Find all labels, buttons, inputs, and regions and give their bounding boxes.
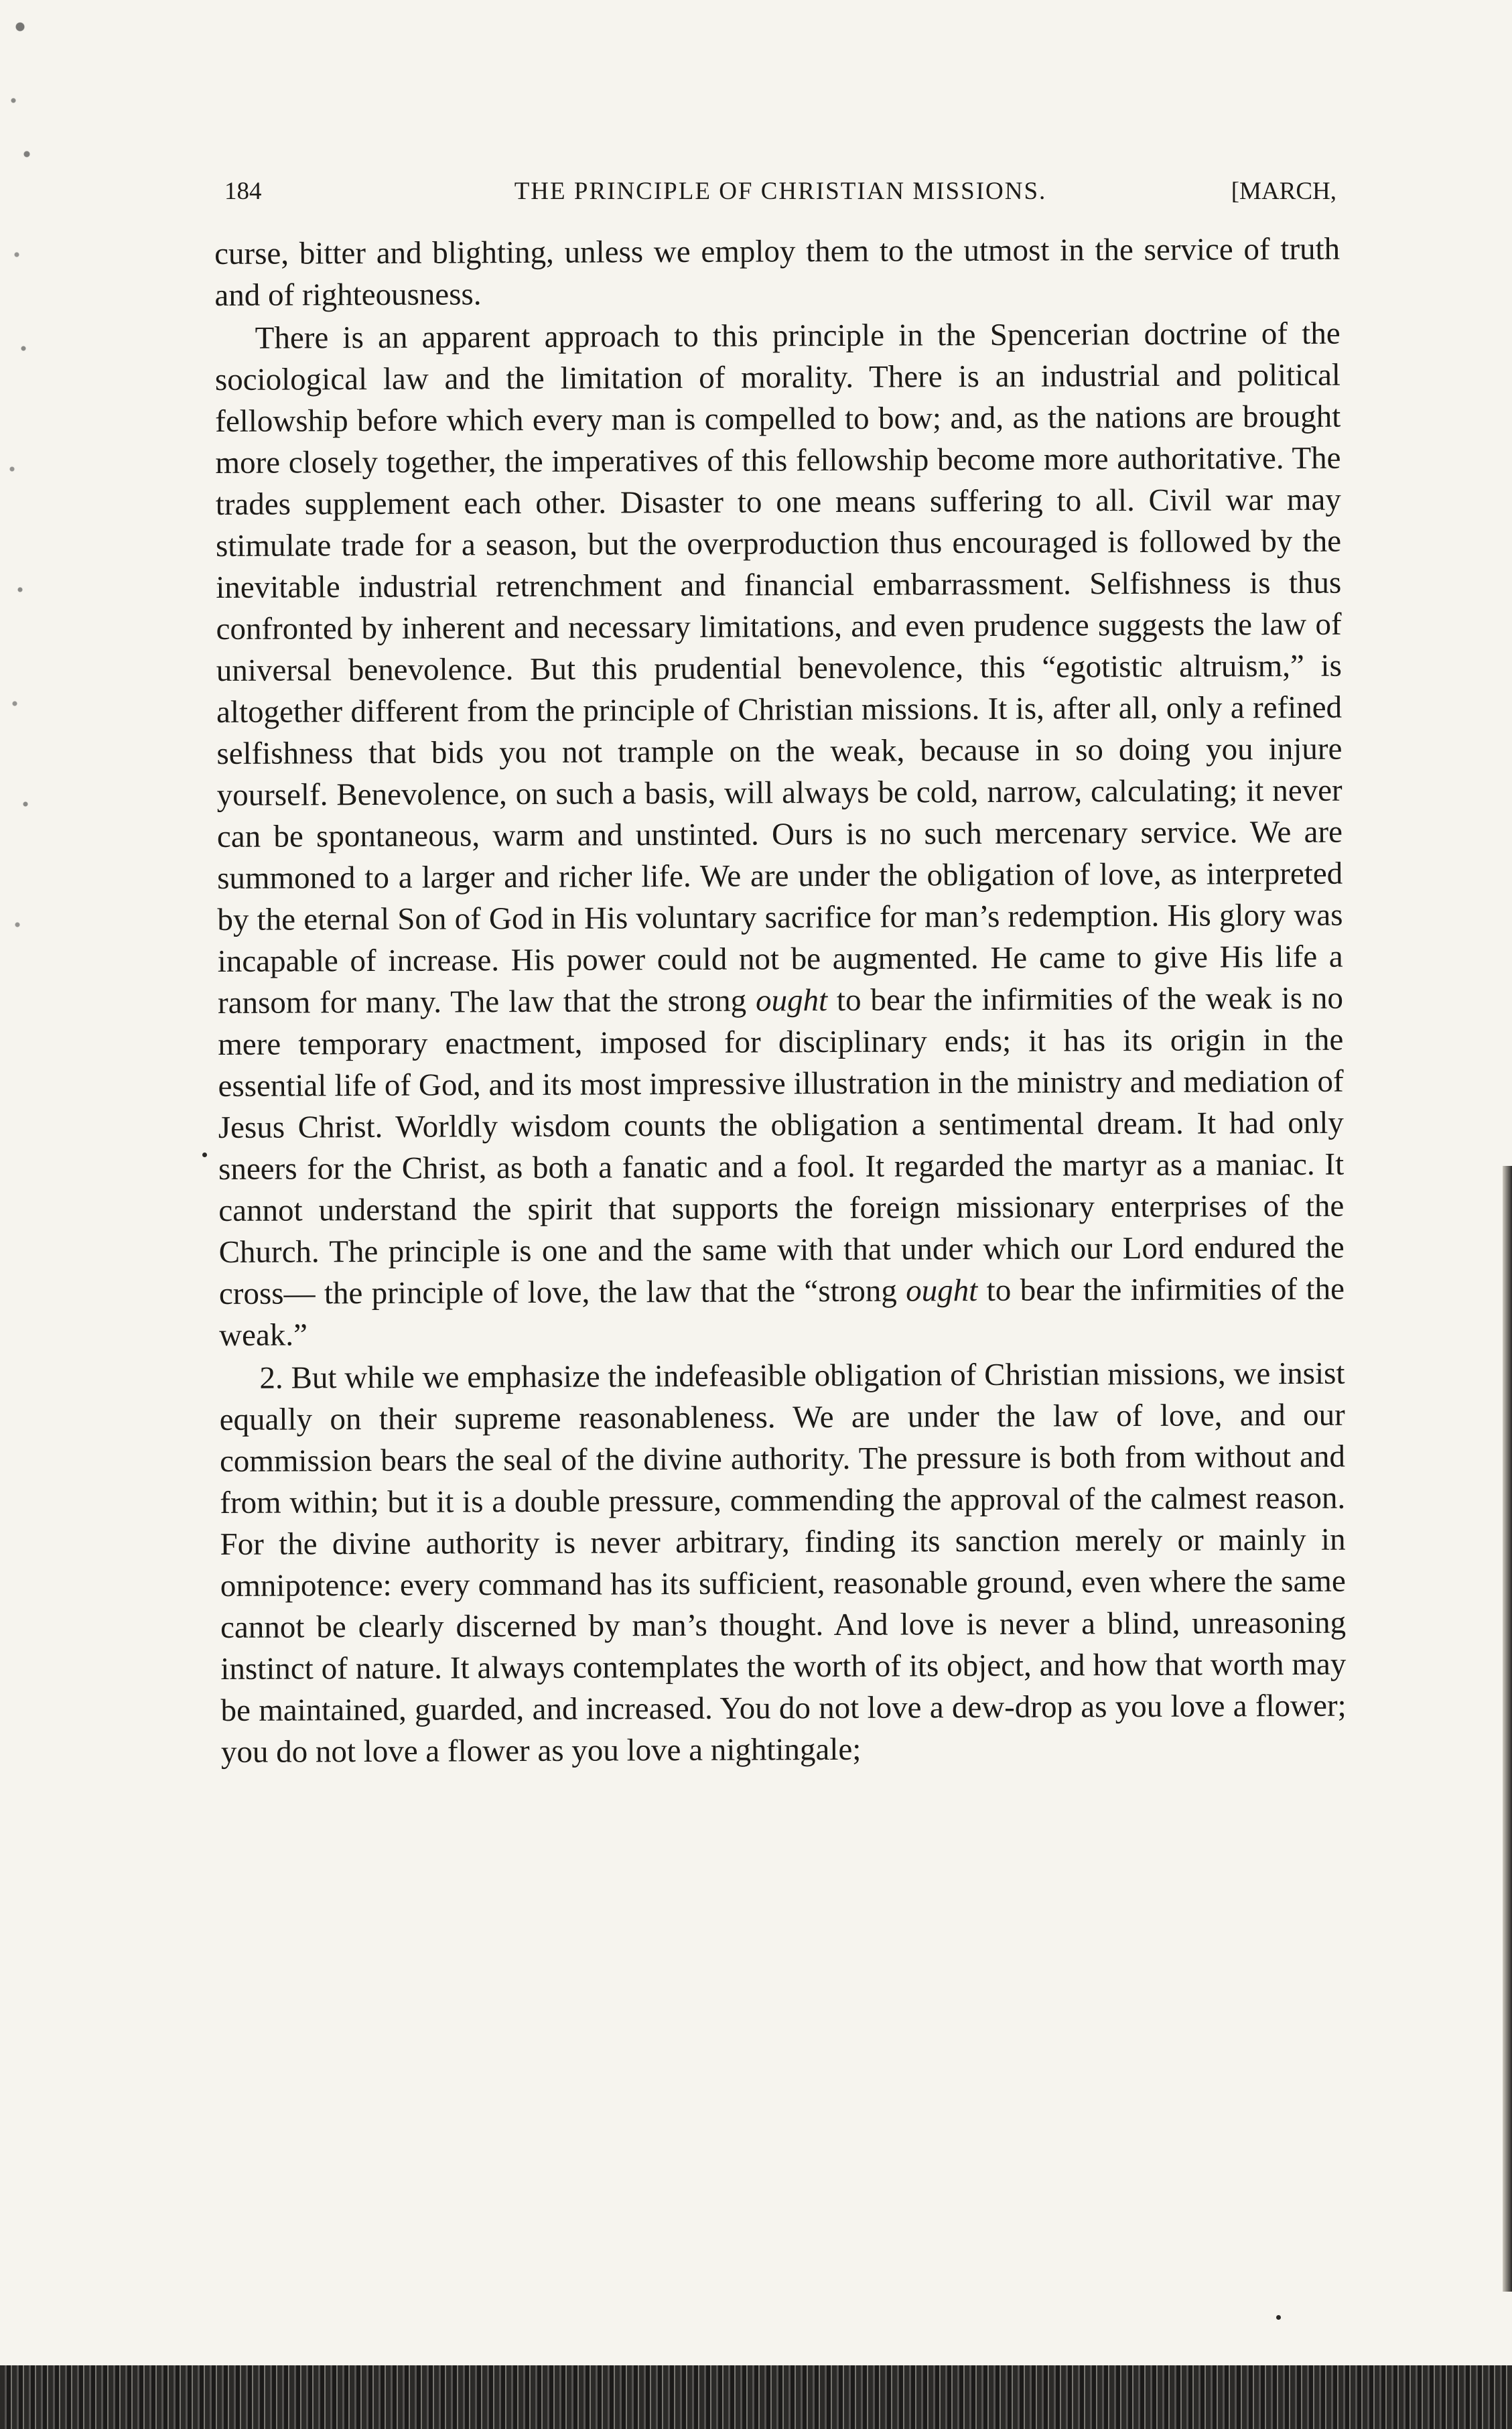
paragraph <box>219 1353 1347 1773</box>
scan-right-edge-shadow <box>1503 1166 1512 2292</box>
running-head <box>224 172 1336 212</box>
text-run: There is an apparent approach to this principle in the Spencerian doctrine of the sociological law and the limitation of morality. There is an industrial and political fellowship before which every man is compelled to bow; and, as the nations are brought more closely together, the imperatives of this fellowship become more authoritative. The trades supplement each other. Disaster to one means suffering to all. Civil war may stimulate trade for a season, but the overproduction thus encouraged is followed by the inevitable industrial retrenchment and financial embarrassment. Selfishness is thus confronted by inherent and necessary limitations, and even prudence suggests the law of universal benevolence. But this prudential benevolence, this “egotistic altruism,” is altogether different from the principle of Christian missions. It is, after all, only a refined selfishness that bids you not trample on the weak, because in so doing you injure yourself. Benevolence, on such a basis, will always be cold, narrow, calculating; it never can be spontaneous, warm and unstinted. Ours is no such mercenary service. We are summoned to a larger and richer life. We are under the obligation of love, as interpreted by the eternal Son of God in His voluntary sacrifice for man’s redemption. His glory was incapable of increase. His power could not be augmented. He came to give His life a ransom for many. The law that the strong <box>214 316 1343 1021</box>
paragraph <box>214 228 1341 316</box>
italic-emphasis: ought <box>906 1273 978 1309</box>
running-month: [MARCH, <box>1231 178 1336 205</box>
ink-speck <box>202 1153 207 1157</box>
text-run: curse, bitter and blighting, unless we employ them to the utmost in the service of truth and of righteousness. <box>214 231 1341 313</box>
scan-edge-artifacts <box>0 0 60 1072</box>
text-run: to bear the infirmities of the weak.” <box>219 1271 1345 1353</box>
ink-speck <box>1276 2315 1281 2320</box>
italic-emphasis: ought <box>755 983 828 1019</box>
body-text <box>214 228 1347 1773</box>
text-run: to bear the infirmities of the weak is no mere temporary enactment, imposed for disciplinary ends; it has its origin in the essential life of God, and its most impressive illustration in the ministry and mediation of Jesus Christ. Worldly wisdom counts the obligation a sentimental dream. It had only sneers for the Christ, as both a fanatic and a fool. It regarded the martyr as a maniac. It cannot understand the spirit that supports the foreign missionary enterprises of the Church. The principle is one and the same with that under which our Lord endured the cross— the principle of love, the law that the “strong <box>218 980 1345 1311</box>
scan-bottom-edge-band <box>0 2365 1512 2429</box>
paragraph <box>215 313 1345 1356</box>
running-title: THE PRINCIPLE OF CHRISTIAN MISSIONS. <box>514 178 1047 205</box>
page-number: 184 <box>224 178 262 205</box>
text-run: 2. But while we emphasize the indefeasible obligation of Christian missions, we insist equally on their supreme reasonableness. We are under the law of love, and our commission bears the seal of the divine authority. The pressure is both from without and from within; but it is a double pressure, commending the approval of the calmest reason. For the divine authority is never arbitrary, finding its sanction merely or mainly in omnipotence: every command has its sufficient, reasonable ground, even where the same cannot be clearly discerned by man’s thought. And love is never a blind, unreasoning instinct of nature. It always contemplates the worth of its object, and how that worth may be maintained, guarded, and increased. You do not love a dew-drop as you love a flower; you do not love a flower as you love a nightingale; <box>219 1356 1347 1770</box>
